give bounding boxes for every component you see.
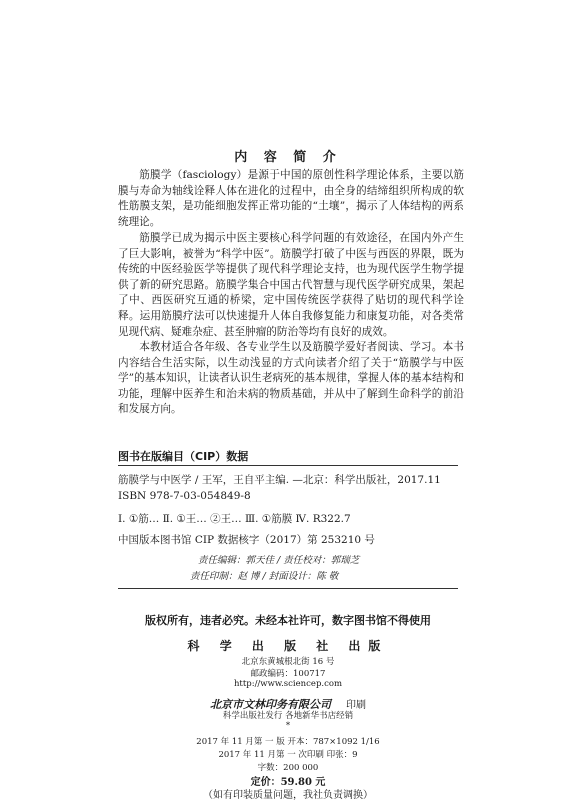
intro-paragraph-1: 筋膜学（fasciology）是源于中国的原创性科学理论体系，主要以筋膜与寿命为轴线诠释人体在进化的过程中，由全身的结缔组织所构成的软性筋膜支架，是功能细胞发挥正常功能的“土壤”，揭示了人体结构的两系统理论。 [118,169,464,228]
cip-classification-line: Ⅰ. ①筋… Ⅱ. ①王… ②王… Ⅲ. ①筋膜 Ⅳ. R322.7 [118,513,351,525]
rights-statement: 版权所有，违者必究。未经本社许可，数字图书馆不得使用 [145,614,431,627]
publisher-postcode: 邮政编码：100717 [250,669,326,679]
publisher-website: http://www.sciencep.com [233,679,343,689]
publisher-address: 北京东黄城根北街 16 号 [241,657,335,667]
cip-bottom-rule [118,588,458,589]
price: 定价：59.80 元 [250,777,326,788]
printer-name: 北京市文林印务有限公司 [209,698,331,711]
quality-note: （如有印装质量问题，我社负责调换） [203,790,373,801]
word-count: 字数：200 000 [257,763,319,773]
printing-line: 2017 年 11 月第 一 次印刷 印张：9 [218,750,358,760]
cip-title-line: 筋膜学与中医学 / 王军，王自平主编. —北京：科学出版社，2017.11 [118,474,441,486]
cip-top-rule [118,465,458,466]
printer-suffix: 印刷 [346,700,367,711]
edition-line: 2017 年 11 月第 一 版 开本：787×1092 1/16 [196,737,380,747]
publisher-name: 科 学 出 版 社 出版 [187,639,389,653]
cip-header: 图书在版编目（CIP）数据 [118,450,249,463]
editors-credit: 责任编辑：郭天佳 / 责任校对：郭瑞芝 [198,555,360,566]
cip-number-line: 中国版本图书馆 CIP 数据核字（2017）第 253210 号 [118,534,375,546]
intro-paragraph-3: 本教材适合各年级、各专业学生以及筋膜学爱好者阅读、学习。本书内容结合生活实际，以生动浅显的方式向读者介绍了关于“筋膜学与中医学”的基本知识，让读者认识生老病死的基本规律，掌握人体的基本结构和功能，理解中医养生和治未病的物质基础，并从中了解到生命科学的前沿和发展方向。 [118,341,464,416]
cip-isbn-line: ISBN 978-7-03-054849-8 [118,490,251,502]
intro-paragraph-2: 筋膜学已成为揭示中医主要核心科学问题的有效途径，在国内外产生了巨大影响，被誉为“科学中医”。筋膜学打破了中医与西医的界限，既为传统的中医经验医学等提供了现代科学理论支持，也为现代医学生物学提供了新的研究思路。筋膜学集合中国古代智慧与现代医学研究成果，架起了中、西医研究互通的桥梁，定中国传统医学获得了贴切的现代科学诠释。运用筋膜疗法可以快速提升人体自我修复能力和康复功能，对各类常见现代病、疑难杂症、甚至肿瘤的防治等均有良好的成效。 [118,232,464,338]
production-credit: 责任印制：赵 博 / 封面设计：陈 敬 [190,571,339,582]
distribution-line: 科学出版社发行 各地新华书店经销 [222,711,354,721]
separator-star: * [285,721,291,731]
page-title: 内 容 简 介 [234,150,342,165]
